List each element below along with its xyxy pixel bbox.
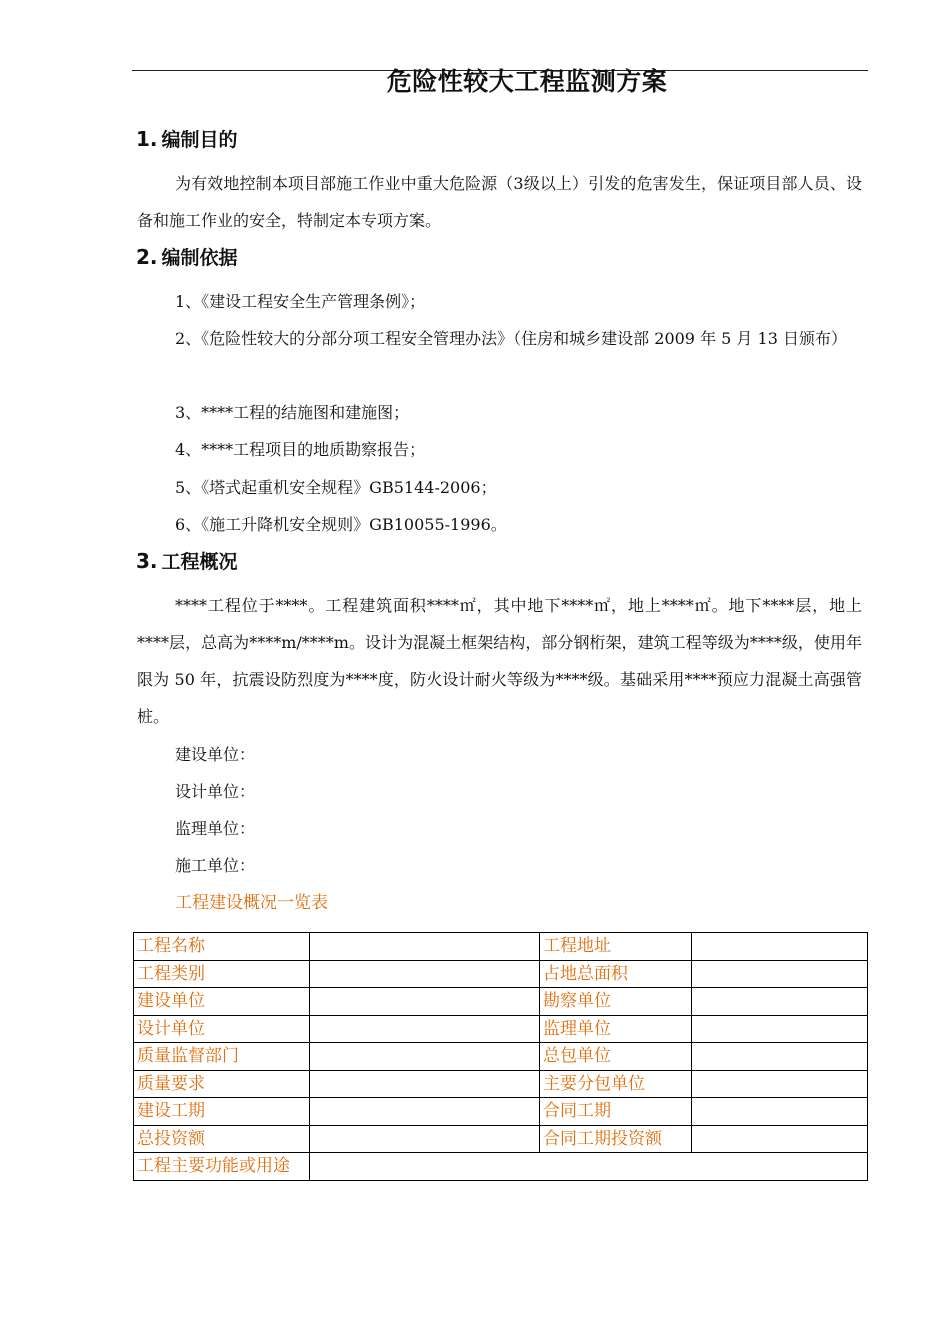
document-title: 危险性较大工程监测方案 <box>386 67 668 96</box>
table-value-cell <box>310 1070 540 1098</box>
table-label-cell: 建设单位 <box>134 988 310 1016</box>
table-row <box>134 1015 868 1043</box>
table-value-cell <box>692 1125 868 1153</box>
section-heading-overview <box>136 547 238 576</box>
table-value-cell <box>310 1125 540 1153</box>
table-value-cell <box>692 1043 868 1071</box>
table-value-cell <box>692 1015 868 1043</box>
table-label-cell: 设计单位 <box>134 1015 310 1043</box>
table-row <box>134 1098 868 1126</box>
table-caption: 工程建设概况一览表 <box>175 893 328 913</box>
table-label-cell: 勘察单位 <box>540 988 692 1016</box>
table-label-cell: 合同工期投资额 <box>540 1125 692 1153</box>
table-value-cell <box>310 1153 868 1181</box>
table-row <box>134 1153 868 1181</box>
table-value-cell <box>692 1070 868 1098</box>
table-label-cell: 工程主要功能或用途 <box>134 1153 310 1181</box>
design-unit-label: 设计单位： <box>175 782 256 801</box>
table-label-cell: 监理单位 <box>540 1015 692 1043</box>
table-value-cell <box>310 960 540 988</box>
table-value-cell <box>310 933 540 961</box>
section-number: 2. <box>136 245 158 269</box>
section-title: 工程概况 <box>161 551 238 573</box>
supervision-unit-label: 监理单位： <box>175 819 256 838</box>
table-label-cell: 合同工期 <box>540 1098 692 1126</box>
table-label-cell: 质量要求 <box>134 1070 310 1098</box>
basis-item-5: 5、《塔式起重机安全规程》GB5144-2006； <box>175 478 497 497</box>
basis-item-6: 6、《施工升降机安全规则》GB10055-1996。 <box>175 515 507 534</box>
basis-item-3: 3、****工程的结施图和建施图； <box>175 403 410 422</box>
table-label-cell: 工程名称 <box>134 933 310 961</box>
table-value-cell <box>310 1098 540 1126</box>
table-row <box>134 988 868 1016</box>
table-label-cell: 占地总面积 <box>540 960 692 988</box>
table-label-cell: 总包单位 <box>540 1043 692 1071</box>
table-row <box>134 960 868 988</box>
table-row <box>134 1070 868 1098</box>
table-label-cell: 工程地址 <box>540 933 692 961</box>
section-title: 编制依据 <box>161 247 238 269</box>
purpose-paragraph: 为有效地控制本项目部施工作业中重大危险源（3级以上）引发的危害发生，保证项目部人员、设备和施工作业的安全，特制定本专项方案。 <box>137 174 862 230</box>
table-label-cell: 质量监督部门 <box>134 1043 310 1071</box>
section-heading-purpose <box>136 125 238 154</box>
table-value-cell <box>310 988 540 1016</box>
table-value-cell <box>310 1015 540 1043</box>
table-label-cell: 总投资额 <box>134 1125 310 1153</box>
table-row <box>134 1125 868 1153</box>
table-row <box>134 1043 868 1071</box>
project-overview-table <box>133 932 868 1181</box>
construction-unit-label: 建设单位： <box>175 745 256 764</box>
table-value-cell <box>310 1043 540 1071</box>
table-row <box>134 933 868 961</box>
overview-paragraph: ****工程位于****。工程建筑面积****㎡，其中地下****㎡，地上****㎡。地下****层，地上****层，总高为****m/****m。设计为混凝土框架结构，部分钢桁架，建筑工程等级为****级，使用年限为 50 年，抗震设防烈度为****度，防火设计耐火等级为****级。基础采用****预应力混凝土高强管桩。 <box>137 596 862 726</box>
table-value-cell <box>692 933 868 961</box>
section-number: 1. <box>136 127 158 151</box>
table-label-cell: 建设工期 <box>134 1098 310 1126</box>
section-number: 3. <box>136 549 158 573</box>
table-value-cell <box>692 960 868 988</box>
table-value-cell <box>692 988 868 1016</box>
section-heading-basis <box>136 243 238 272</box>
basis-item-1: 1、《建设工程安全生产管理条例》； <box>175 292 426 311</box>
section-title: 编制目的 <box>161 129 238 151</box>
table-label-cell: 主要分包单位 <box>540 1070 692 1098</box>
basis-item-4: 4、****工程项目的地质勘察报告； <box>175 440 426 459</box>
contractor-unit-label: 施工单位： <box>175 856 256 875</box>
basis-item-2: 2、《危险性较大的分部分项工程安全管理办法》（住房和城乡建设部 2009 年 5 月 13 日颁布） <box>175 329 847 348</box>
table-value-cell <box>692 1098 868 1126</box>
table-label-cell: 工程类别 <box>134 960 310 988</box>
